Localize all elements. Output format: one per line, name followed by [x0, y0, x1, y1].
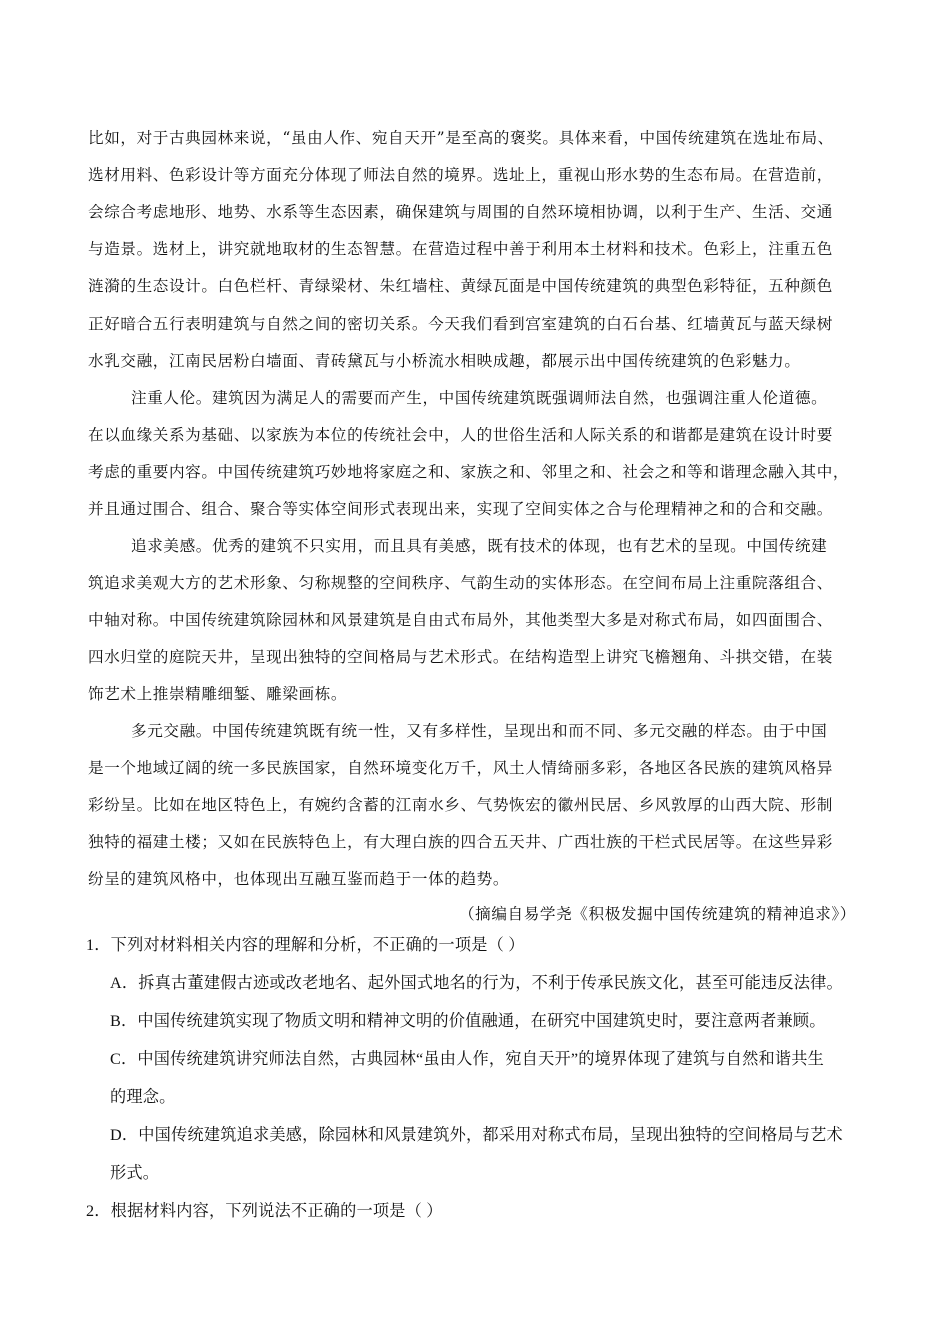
- question-2-stem: 2．根据材料内容，下列说法不正确的一项是（ ）: [86, 1202, 443, 1220]
- passage-line: 纷呈的建筑风格中，也体现出互融互鉴而趋于一体的趋势。: [88, 870, 510, 888]
- passage-line: 是一个地域辽阔的统一多民族国家，自然环境变化万千，风土人情绮丽多彩，各地区各民族的建筑风格异: [88, 759, 833, 777]
- question-1-option-a: A．拆真古董建假古迹或改老地名、起外国式地名的行为，不利于传承民族文化，甚至可能违反法律。: [110, 974, 843, 992]
- passage-line: 追求美感。优秀的建筑不只实用，而且具有美感，既有技术的体现，也有艺术的呈现。中国传统建: [131, 537, 828, 555]
- passage-line: 多元交融。中国传统建筑既有统一性，又有多样性，呈现出和而不同、多元交融的样态。由于中国: [131, 722, 828, 740]
- question-1-option-b: B．中国传统建筑实现了物质文明和精神文明的价值融通，在研究中国建筑史时，要注意两者兼顾。: [110, 1012, 826, 1030]
- question-1-option-c-cont: 的理念。: [110, 1088, 176, 1106]
- passage-line: 与造景。选材上，讲究就地取材的生态智慧。在营造过程中善于利用本土材料和技术。色彩上，注重五色: [88, 240, 833, 258]
- passage-line: 会综合考虑地形、地势、水系等生态因素，确保建筑与周围的自然环境相协调，以利于生产、生活、交通: [88, 203, 833, 221]
- passage-line: 选材用料、色彩设计等方面充分体现了师法自然的境界。选址上，重视山形水势的生态布局。在营造前，: [88, 166, 833, 184]
- question-1-option-d: D．中国传统建筑追求美感，除园林和风景建筑外，都采用对称式布局，呈现出独特的空间格局与艺术: [110, 1126, 843, 1144]
- passage-line: 并且通过围合、组合、聚合等实体空间形式表现出来，实现了空间实体之合与伦理精神之和的合和交融。: [88, 500, 833, 518]
- passage-line: 在以血缘关系为基础、以家族为本位的传统社会中，人的世俗生活和人际关系的和谐都是建筑在设计时要: [88, 426, 833, 444]
- passage-source: （摘编自易学尧《积极发掘中国传统建筑的精神追求》）: [458, 905, 856, 923]
- passage-line: 注重人伦。建筑因为满足人的需要而产生，中国传统建筑既强调师法自然，也强调注重人伦道德。: [131, 389, 828, 407]
- passage-line: 饰艺术上推崇精雕细錾、雕梁画栋。: [88, 685, 348, 703]
- passage-line: 中轴对称。中国传统建筑除园林和风景建筑是自由式布局外，其他类型大多是对称式布局，如四面围合、: [88, 611, 833, 629]
- passage-line: 正好暗合五行表明建筑与自然之间的密切关系。今天我们看到宫室建筑的白石台基、红墙黄瓦与蓝天绿树: [88, 315, 833, 333]
- question-1-stem: 1．下列对材料相关内容的理解和分析，不正确的一项是（ ）: [86, 936, 525, 954]
- question-1-option-c: C．中国传统建筑讲究师法自然，古典园林“虽由人作，宛自天开”的境界体现了建筑与自然和谐共生: [110, 1050, 825, 1068]
- passage-line: 涟漪的生态设计。白色栏杆、青绿梁材、朱红墙柱、黄绿瓦面是中国传统建筑的典型色彩特征，五种颜色: [88, 277, 833, 295]
- passage-line: 四水归堂的庭院天井，呈现出独特的空间格局与艺术形式。在结构造型上讲究飞檐翘角、斗拱交错，在装: [88, 648, 833, 666]
- passage-line: 考虑的重要内容。中国传统建筑巧妙地将家庭之和、家族之和、邻里之和、社会之和等和谐理念融入其中，: [88, 463, 850, 481]
- passage-line: 彩纷呈。比如在地区特色上，有婉约含蓄的江南水乡、气势恢宏的徽州民居、乡风敦厚的山西大院、形制: [88, 796, 833, 814]
- passage-line: 水乳交融，江南民居粉白墙面、青砖黛瓦与小桥流水相映成趣，都展示出中国传统建筑的色彩魅力。: [88, 352, 801, 370]
- passage-line: 比如，对于古典园林来说，“虽由人作、宛自天开”是至高的褒奖。具体来看，中国传统建筑在选址布局、: [88, 129, 834, 147]
- passage-line: 筑追求美观大方的艺术形象、匀称规整的空间秩序、气韵生动的实体形态。在空间布局上注重院落组合、: [88, 574, 833, 592]
- passage-line: 独特的福建土楼；又如在民族特色上，有大理白族的四合五天井、广西壮族的干栏式民居等。在这些异彩: [88, 833, 833, 851]
- question-1-option-d-cont: 形式。: [110, 1164, 160, 1182]
